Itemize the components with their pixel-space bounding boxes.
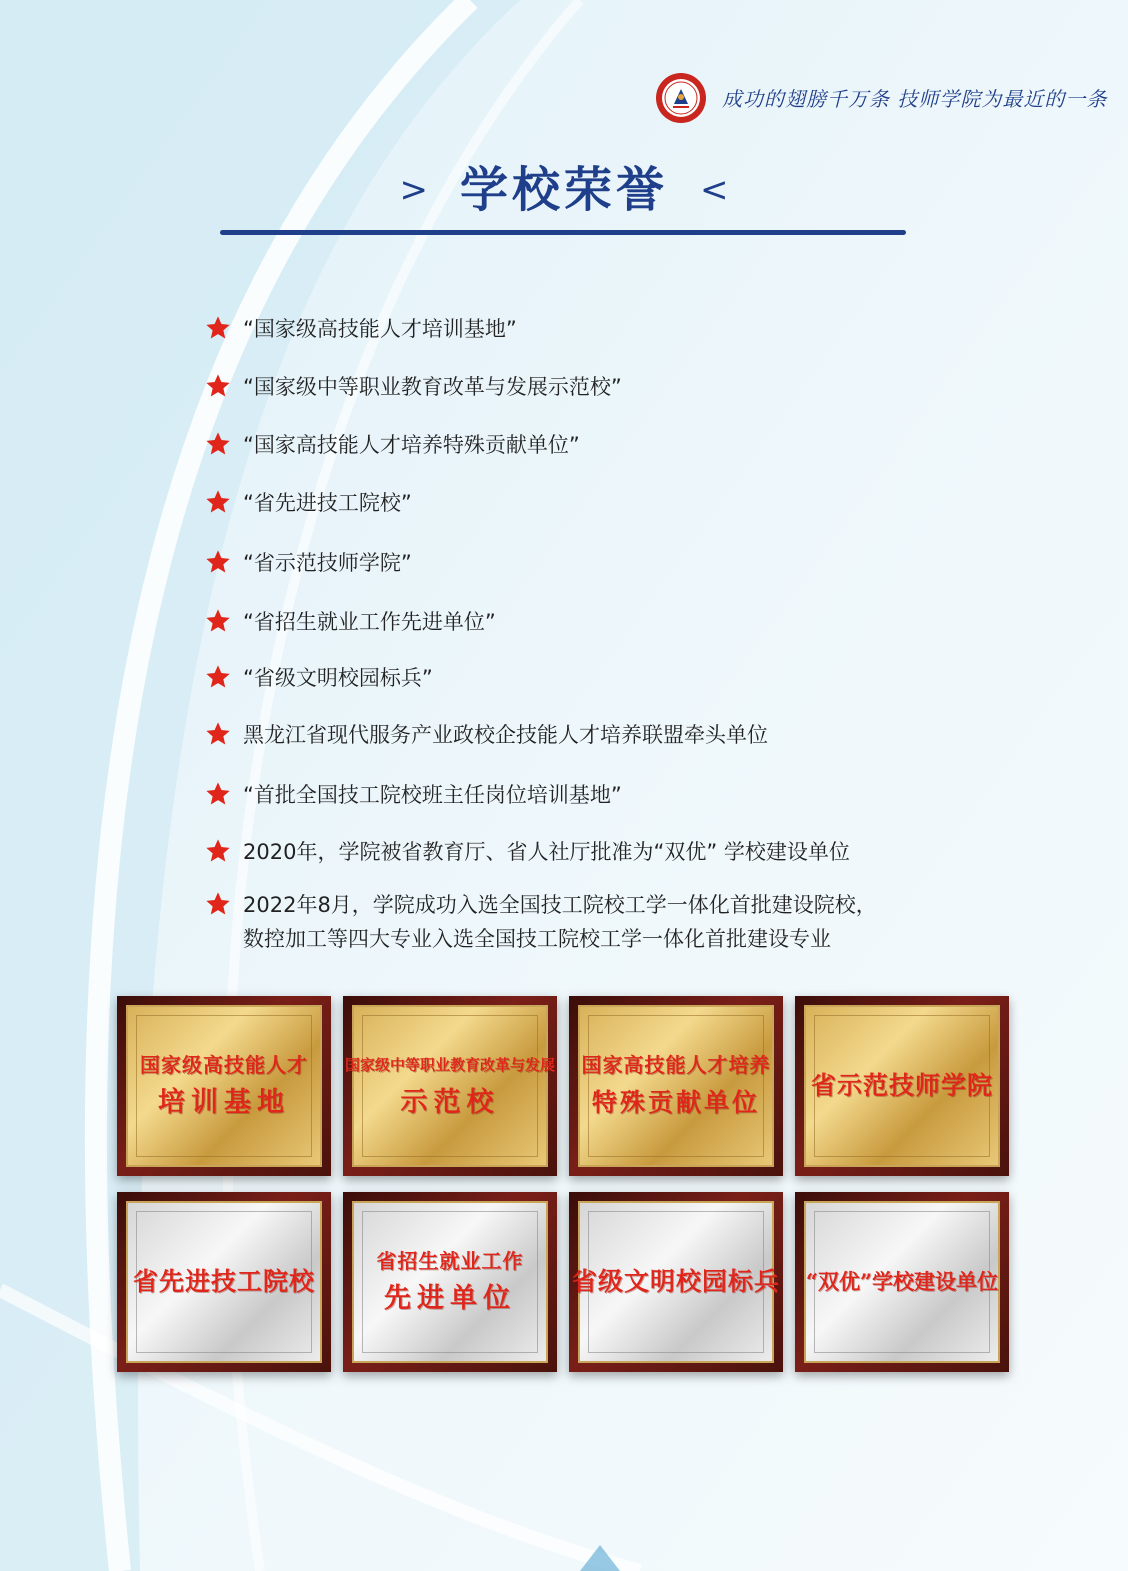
plaque xyxy=(117,996,331,1176)
plaque-line: “双优”学校建设单位 xyxy=(805,1269,999,1294)
honor-text: “省先进技工院校” xyxy=(243,491,412,515)
title-text: 学校荣誉 xyxy=(459,162,668,218)
plaque xyxy=(117,1192,331,1372)
honor-text: “首批全国技工院校班主任岗位培训基地” xyxy=(243,783,622,807)
plaque xyxy=(569,996,783,1176)
honor-text: “省级文明校园标兵” xyxy=(243,666,433,690)
red-star-icon xyxy=(203,837,233,865)
honor-text: “国家高技能人才培养特殊贡献单位” xyxy=(243,433,580,457)
plaque-face xyxy=(126,1005,322,1167)
plaque-gallery xyxy=(117,996,1017,1376)
plaque-line: 特殊贡献单位 xyxy=(591,1088,760,1117)
red-star-icon xyxy=(203,372,233,400)
plaque-line: 示范校 xyxy=(400,1087,500,1118)
honor-text-line2: 数控加工等四大专业入选全国技工院校工学一体化首批建设专业 xyxy=(243,927,831,951)
red-star-icon xyxy=(203,890,233,918)
plaque-face xyxy=(578,1005,774,1167)
honor-text: 黑龙江省现代服务产业政校企技能人才培养联盟牵头单位 xyxy=(243,723,768,747)
plaque-face xyxy=(345,1005,556,1167)
plaque-face xyxy=(804,1201,1000,1363)
plaque-line: 省招生就业工作 xyxy=(376,1249,524,1273)
plaque xyxy=(795,1192,1009,1372)
plaque-line: 国家级高技能人才 xyxy=(140,1053,308,1077)
title-right-arrow: < xyxy=(700,170,729,210)
plaque-line: 省级文明校园标兵 xyxy=(572,1267,781,1296)
red-star-icon xyxy=(203,607,233,635)
plaque-face xyxy=(804,1005,1000,1167)
plaque-line: 国家级中等职业教育改革与发展 xyxy=(345,1056,556,1074)
red-star-icon xyxy=(203,663,233,691)
plaque-line: 省示范技师学院 xyxy=(810,1071,993,1100)
honor-text: “省招生就业工作先进单位” xyxy=(243,610,496,634)
plaque-face xyxy=(572,1201,781,1363)
honor-text: 2022年8月，学院成功入选全国技工院校工学一体化首批建设院校， xyxy=(243,893,877,917)
plaque-line: 国家高技能人才培养 xyxy=(581,1053,771,1077)
red-star-icon xyxy=(203,488,233,516)
red-star-icon xyxy=(203,314,233,342)
plaque xyxy=(343,1192,557,1372)
honor-text: “国家级高技能人才培训基地” xyxy=(243,317,517,341)
red-star-icon xyxy=(203,430,233,458)
honor-text: “国家级中等职业教育改革与发展示范校” xyxy=(243,375,622,399)
plaque xyxy=(343,996,557,1176)
red-star-icon xyxy=(203,780,233,808)
plaque-line: 先进单位 xyxy=(384,1283,516,1314)
honor-text: “省示范技师学院” xyxy=(243,551,412,575)
red-star-icon xyxy=(203,548,233,576)
title-left-arrow: > xyxy=(399,170,428,210)
plaque-face xyxy=(126,1201,322,1363)
plaque-line: 培训基地 xyxy=(158,1087,290,1118)
honor-text: 2020年，学院被省教育厅、省人社厅批准为“双优” 学校建设单位 xyxy=(243,840,850,864)
plaque-face xyxy=(352,1201,548,1363)
plaque xyxy=(795,996,1009,1176)
plaque xyxy=(569,1192,783,1372)
plaque-line: 省先进技工院校 xyxy=(132,1267,315,1296)
header-slogan: 成功的翅膀千万条 技师学院为最近的一条 xyxy=(722,87,1108,111)
red-star-icon xyxy=(203,720,233,748)
